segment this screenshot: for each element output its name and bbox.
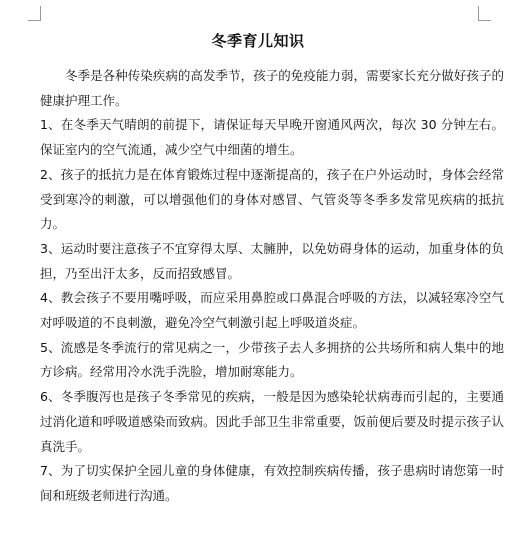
- tip-paragraph-1: 1、在冬季天气晴朗的前提下，请保证每天早晚开窗通风两次，每次 30 分钟左右。保证室内的空气流通，减少空气中细菌的增生。: [40, 117, 504, 158]
- tip-paragraph-4: 4、教会孩子不要用嘴呼吸，而应采用鼻腔或口鼻混合呼吸的方法，以减轻寒冷空气对呼吸道的不良刺激，避免冷空气刺激引起上呼吸道炎症。: [40, 290, 504, 331]
- intro-paragraph: 冬季是各种传染疾病的高发季节，孩子的免疫能力弱，需要家长充分做好孩子的健康护理工作。: [40, 68, 504, 108]
- tip-paragraph-3: 3、运动时要注意孩子不宜穿得太厚、太臃肿，以免妨碍身体的运动，加重身体的负担，乃至出汗太多，反而招致感冒。: [40, 240, 504, 281]
- tip-paragraph-2: 2、孩子的抵抗力是在体育锻炼过程中逐渐提高的，孩子在户外运动时，身体会经常受到寒冷的刺激，可以增强他们的身体对感冒、气管炎等冬季多发常见疾病的抵抗力。: [40, 166, 504, 232]
- tip-paragraph-7: 7、为了切实保护全园儿童的身体健康，有效控制疾病传播，孩子患病时请您第一时间和班级老师进行沟通。: [40, 463, 504, 503]
- tip-paragraph-6: 6、冬季腹泻也是孩子冬季常见的疾病，一般是因为感染轮状病毒而引起的，主要通过消化道和呼吸道感染而致病。因此手部卫生非常重要，饭前便后要及时提示孩子认真洗手。: [40, 389, 504, 454]
- tip-paragraph-5: 5、流感是冬季流行的常见病之一，少带孩子去人多拥挤的公共场所和病人集中的地方诊病。经常用冷水洗手洗脸，增加耐寒能力。: [40, 339, 504, 380]
- page-corner-mark-top-left: [28, 6, 41, 21]
- document-body: [40, 64, 504, 509]
- document-title: 冬季育儿知识: [211, 32, 305, 50]
- page-corner-mark-top-right: [478, 6, 491, 21]
